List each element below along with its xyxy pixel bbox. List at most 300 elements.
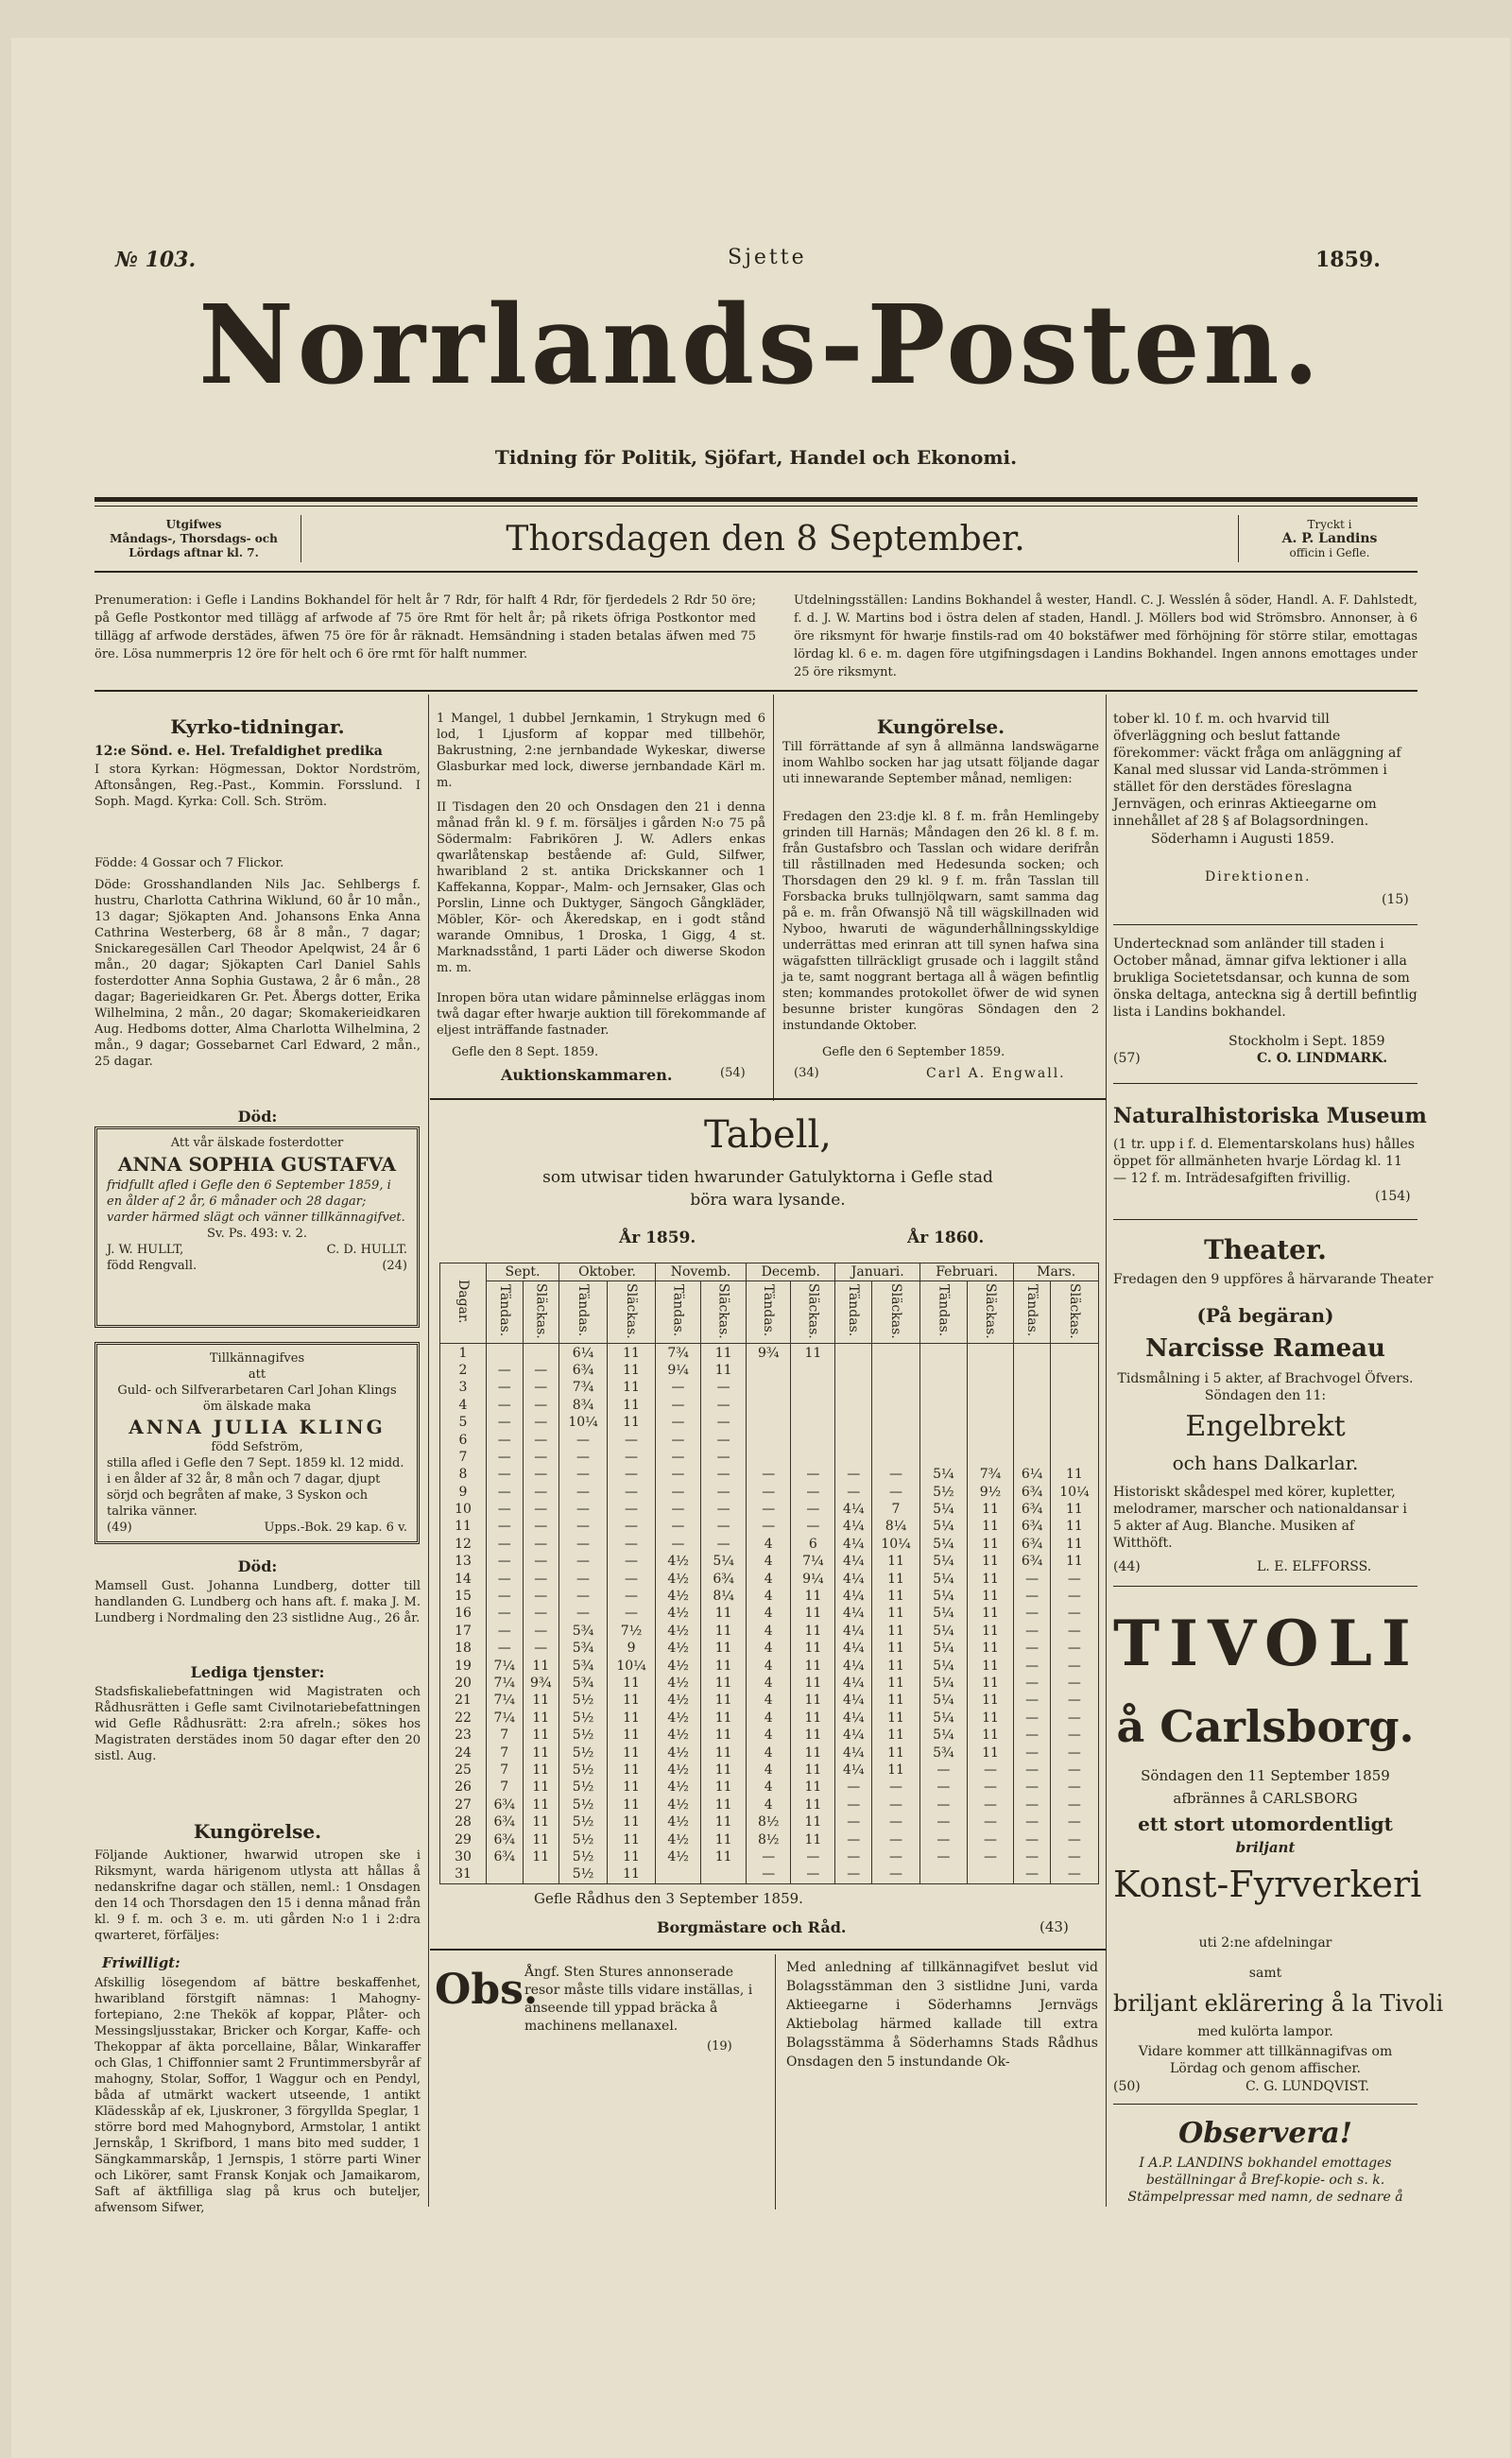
table-row [440, 1449, 1099, 1466]
time-cell: — [747, 1518, 791, 1535]
time-cell: 11 [523, 1831, 559, 1848]
time-cell: 9¾ [747, 1344, 791, 1362]
tivoli-line6: briljant [1235, 1839, 1296, 1856]
time-cell [835, 1379, 872, 1396]
pub-days-line1: Utgifwes [165, 518, 222, 531]
time-cell: — [608, 1588, 656, 1605]
time-cell [872, 1431, 920, 1448]
time-cell: — [1050, 1623, 1098, 1640]
time-cell: 11 [1050, 1501, 1098, 1518]
time-cell: 5¼ [920, 1727, 968, 1744]
time-cell [747, 1397, 791, 1414]
time-cell: 5½ [559, 1865, 608, 1883]
time-cell: 4¼ [835, 1710, 872, 1727]
auction-signature: Auktionskammaren. [501, 1066, 673, 1084]
time-cell: 5¼ [920, 1536, 968, 1553]
time-cell: 4½ [656, 1779, 701, 1796]
light-on-header: Tändas. [656, 1281, 701, 1344]
time-cell: 11 [967, 1570, 1014, 1587]
time-cell: — [1050, 1813, 1098, 1831]
time-cell: 4 [747, 1779, 791, 1796]
time-cell: 5¼ [920, 1588, 968, 1605]
time-cell: — [523, 1379, 559, 1396]
time-cell [872, 1362, 920, 1379]
day-cell: 7 [458, 1449, 468, 1465]
bottom-ads-rule [430, 1949, 1106, 1951]
light-on-header: Tändas. [747, 1281, 791, 1344]
time-cell: 11 [791, 1744, 835, 1761]
time-cell: 5½ [559, 1848, 608, 1865]
month-header: Mars. [1014, 1263, 1099, 1281]
vacancies-text: Stadsfiskaliebefattningen wid Magistraten och Rådhusrätten i Gefle samt Civilnotariebefattningen wid Gefle Rådhusrätt: 2:ra afreln.; sökes hos Magistraten derstädes inom 50 dagar efter den 20 sistl. Aug. [94, 1685, 421, 1763]
time-cell: 11 [872, 1605, 920, 1622]
light-on-header: Tändas. [835, 1281, 872, 1344]
time-cell: — [920, 1813, 968, 1831]
day-cell: 26 [455, 1779, 472, 1796]
time-cell: 5½ [559, 1762, 608, 1779]
time-cell [835, 1362, 872, 1379]
light-on-header: Tändas. [1014, 1281, 1051, 1344]
time-cell: 4½ [656, 1727, 701, 1744]
time-cell: 4¼ [835, 1536, 872, 1553]
time-cell: 11 [701, 1831, 747, 1848]
time-cell [791, 1379, 835, 1396]
info-rule [94, 690, 1418, 692]
time-cell: 7¼ [487, 1675, 524, 1692]
obituary-1-sig1: J. W. HULLT, [107, 1243, 184, 1257]
light-on-header: Tändas. [920, 1281, 968, 1344]
kyrko-text: I stora Kyrkan: Högmessan, Doktor Nordström, Aftonsången, Reg.-Past., Kommin. Forsslund. I Soph. Magd. Kyrka: Coll. Sch. Ström. [94, 763, 421, 809]
time-cell: 11 [791, 1623, 835, 1640]
time-cell [920, 1397, 968, 1414]
time-cell: 11 [1050, 1466, 1098, 1483]
time-cell: — [559, 1588, 608, 1605]
time-cell: — [1014, 1744, 1051, 1761]
time-cell: — [487, 1431, 524, 1448]
printer-line3: officin i Gefle. [1289, 546, 1370, 559]
time-cell: 11 [701, 1796, 747, 1813]
time-cell: — [1014, 1779, 1051, 1796]
time-cell: — [1014, 1710, 1051, 1727]
table-row [440, 1692, 1099, 1709]
time-cell: — [656, 1466, 701, 1483]
day-cell: 21 [455, 1693, 472, 1709]
table-row [440, 1831, 1099, 1848]
vacancies-heading: Lediga tjenster: [190, 1663, 325, 1681]
time-cell: 11 [791, 1762, 835, 1779]
time-cell: — [835, 1796, 872, 1813]
time-cell: — [608, 1466, 656, 1483]
time-cell [1050, 1379, 1098, 1396]
time-cell: — [487, 1379, 524, 1396]
time-cell: — [487, 1570, 524, 1587]
time-cell: — [523, 1623, 559, 1640]
time-cell: 6¾ [1014, 1501, 1051, 1518]
time-cell: — [656, 1379, 701, 1396]
time-cell: — [656, 1397, 701, 1414]
time-cell: 5½ [559, 1779, 608, 1796]
time-cell [872, 1397, 920, 1414]
day-cell: 9 [458, 1484, 468, 1500]
time-cell: 4 [747, 1762, 791, 1779]
time-cell [920, 1362, 968, 1379]
theater-description: Historiskt skådespel med körer, kupletter, melodramer, marscher och nationaldansar i 5 akter af Aug. Blanche. Musiken af Witthöft. [1113, 1485, 1407, 1551]
time-cell: 5½ [559, 1744, 608, 1761]
volume-label: Sjette [728, 246, 807, 269]
time-cell [1050, 1414, 1098, 1431]
day-cell: 6 [458, 1432, 468, 1448]
time-cell: 11 [1050, 1553, 1098, 1570]
time-cell: 5½ [559, 1831, 608, 1848]
time-cell: 11 [1050, 1518, 1098, 1535]
month-header: Januari. [835, 1263, 920, 1281]
time-cell: 4¼ [835, 1640, 872, 1657]
light-off-header: Släckas. [608, 1281, 656, 1344]
time-cell: 11 [967, 1657, 1014, 1674]
voluntary-heading: Friwilligt: [102, 1954, 180, 1971]
time-cell: 11 [872, 1727, 920, 1744]
obituary-1-intro: Att vår älskade fosterdotter [170, 1136, 344, 1150]
table-row [440, 1536, 1099, 1553]
table-row [440, 1640, 1099, 1657]
time-cell: 11 [523, 1657, 559, 1674]
time-cell: 4½ [656, 1675, 701, 1692]
time-cell: 6¾ [1014, 1484, 1051, 1501]
light-off-header: Släckas. [791, 1281, 835, 1344]
time-cell: 11 [791, 1588, 835, 1605]
table-row [440, 1710, 1099, 1727]
time-cell: 4½ [656, 1657, 701, 1674]
table-row [440, 1344, 1099, 1362]
time-cell: — [1050, 1744, 1098, 1761]
time-cell: — [967, 1796, 1014, 1813]
obituary-2-name: ANNA JULIA KLING [129, 1416, 386, 1438]
time-cell: 11 [872, 1657, 920, 1674]
time-cell: 11 [701, 1848, 747, 1865]
time-cell: — [835, 1466, 872, 1483]
light-off-header: Släckas. [523, 1281, 559, 1344]
time-cell: — [487, 1449, 524, 1466]
time-cell: 4 [747, 1727, 791, 1744]
time-cell: 11 [701, 1692, 747, 1709]
time-cell: 4½ [656, 1623, 701, 1640]
time-cell: — [835, 1831, 872, 1848]
time-cell: 11 [523, 1710, 559, 1727]
time-cell: 11 [608, 1727, 656, 1744]
time-cell: 11 [608, 1362, 656, 1379]
time-cell: 7½ [608, 1623, 656, 1640]
time-cell: 5¼ [920, 1710, 968, 1727]
tivoli-date: Söndagen den 11 September 1859 [1141, 1767, 1390, 1784]
time-cell [1014, 1414, 1051, 1431]
table-row [440, 1484, 1099, 1501]
day-cell: 3 [458, 1380, 468, 1396]
time-cell [920, 1414, 968, 1431]
time-cell: — [1050, 1657, 1098, 1674]
light-on-header: Tändas. [559, 1281, 608, 1344]
time-cell: — [1014, 1570, 1051, 1587]
time-cell: 11 [967, 1692, 1014, 1709]
time-cell: — [1050, 1675, 1098, 1692]
table-row [440, 1397, 1099, 1414]
time-cell: 11 [523, 1727, 559, 1744]
month-header: Februari. [920, 1263, 1014, 1281]
table-row [440, 1466, 1099, 1483]
time-cell: — [523, 1570, 559, 1587]
time-cell: 11 [791, 1344, 835, 1362]
time-cell: 5½ [559, 1813, 608, 1831]
time-cell: 11 [872, 1623, 920, 1640]
obituary-1-psalm: Sv. Ps. 493: v. 2. [206, 1227, 308, 1241]
time-cell: — [1050, 1692, 1098, 1709]
year-label: 1859. [1315, 248, 1381, 272]
time-cell: 4¼ [835, 1605, 872, 1622]
canal-text: tober kl. 10 f. m. och hvarvid till öfverläggning och beslut fattande förekommer: väckt fråga om anläggning af Kanal med slussar vid Landa-strömmen i stället för den derstädes föreslagna Jernvägen, och erinras Aktieegarne om innehållet af 28 § af Bolagsordningen. [1113, 712, 1401, 829]
time-cell: — [487, 1518, 524, 1535]
time-cell: 6¼ [559, 1344, 608, 1362]
time-cell: — [747, 1848, 791, 1865]
time-cell: — [791, 1518, 835, 1535]
road-inspection-number: (34) [794, 1066, 819, 1080]
time-cell: — [1050, 1779, 1098, 1796]
time-cell: 5¾ [559, 1640, 608, 1657]
time-cell [835, 1431, 872, 1448]
day-cell: 13 [455, 1554, 472, 1570]
tivoli-line5: ett stort utomordentligt [1138, 1813, 1393, 1835]
day-cell: 10 [455, 1502, 472, 1518]
obituary-2-text: stilla afled i Gefle den 7 Sept. 1859 kl. 12 midd. i en ålder af 32 år, 8 mån och 7 dagar, djupt sörjd och begråten af make, 3 Syskon och talrika vänner. [107, 1456, 404, 1519]
time-cell: 4¼ [835, 1570, 872, 1587]
time-cell [920, 1449, 968, 1466]
time-cell: 11 [791, 1796, 835, 1813]
time-cell: — [701, 1414, 747, 1431]
bolag-text: Med anledning af tillkännagifvet beslut vid Bolagsstämman den 3 sistlidne Juni, varda Aktieegarne i Söderhamns Jernvägs Aktiebolag härmed kallade till extra Bolagsstämma å Söderhamns Stads Rådhus Onsdagen den 5 instundande Ok- [786, 1960, 1098, 2070]
time-cell: 5½ [559, 1692, 608, 1709]
time-cell [920, 1431, 968, 1448]
time-cell: 11 [608, 1813, 656, 1831]
time-cell: — [967, 1762, 1014, 1779]
time-cell: 11 [967, 1623, 1014, 1640]
time-cell: 11 [967, 1727, 1014, 1744]
time-cell: 5¼ [920, 1466, 968, 1483]
obs-text: Ångf. Sten Stures annonserade resor måste tills vidare inställas, i anseende till yppad bräcka å machinens mellanaxel. [524, 1965, 753, 2034]
time-cell: 4 [747, 1796, 791, 1813]
time-cell: 11 [967, 1605, 1014, 1622]
time-cell [835, 1414, 872, 1431]
time-cell [872, 1344, 920, 1362]
time-cell [835, 1449, 872, 1466]
time-cell: 7¾ [559, 1379, 608, 1396]
time-cell: 11 [523, 1744, 559, 1761]
time-cell: — [523, 1414, 559, 1431]
time-cell: 7 [487, 1779, 524, 1796]
theater-heading: Theater. [1204, 1234, 1327, 1265]
time-cell: 6¾ [1014, 1536, 1051, 1553]
time-cell: — [1014, 1640, 1051, 1657]
time-cell: 10¼ [1050, 1484, 1098, 1501]
month-header: Sept. [487, 1263, 559, 1281]
table-date: Gefle Rådhus den 3 September 1859. [534, 1890, 803, 1907]
tivoli-fireworks: Konst-Fyrverkeri [1113, 1864, 1422, 1905]
obituary-2-line2: att [248, 1367, 266, 1382]
time-cell: 11 [967, 1501, 1014, 1518]
printer-line1: Tryckt i [1307, 518, 1352, 531]
time-cell: 11 [701, 1744, 747, 1761]
table-row [440, 1865, 1099, 1883]
time-cell: 4¼ [835, 1553, 872, 1570]
time-cell: — [701, 1501, 747, 1518]
time-cell: 8¼ [872, 1518, 920, 1535]
time-cell: 11 [791, 1831, 835, 1848]
time-cell: 9 [608, 1640, 656, 1657]
dance-date: Stockholm i Sept. 1859 [1228, 1034, 1385, 1049]
time-cell: — [608, 1605, 656, 1622]
time-cell: — [1050, 1796, 1098, 1813]
time-cell [1050, 1397, 1098, 1414]
time-cell [791, 1414, 835, 1431]
time-cell: 6¾ [487, 1848, 524, 1865]
time-cell: — [559, 1570, 608, 1587]
theater-play-2-sub: och hans Dalkarlar. [1172, 1452, 1359, 1474]
time-cell [1014, 1431, 1051, 1448]
col4-rule-2 [1113, 1083, 1418, 1084]
time-cell: — [608, 1518, 656, 1535]
time-cell: 11 [701, 1675, 747, 1692]
time-cell [1050, 1344, 1098, 1362]
time-cell [1050, 1431, 1098, 1448]
time-cell: 4½ [656, 1848, 701, 1865]
time-cell: 11 [967, 1536, 1014, 1553]
time-cell: 4½ [656, 1762, 701, 1779]
time-cell: — [656, 1414, 701, 1431]
time-cell: — [559, 1466, 608, 1483]
time-cell [967, 1344, 1014, 1362]
time-cell: — [1014, 1692, 1051, 1709]
time-cell: 6¼ [1014, 1466, 1051, 1483]
day-cell: 8 [458, 1467, 468, 1483]
time-cell: 11 [967, 1675, 1014, 1692]
light-off-header: Släckas. [872, 1281, 920, 1344]
time-cell: — [1050, 1865, 1098, 1883]
time-cell: — [967, 1813, 1014, 1831]
day-cell: 29 [455, 1831, 472, 1848]
time-cell [872, 1449, 920, 1466]
time-cell: — [791, 1865, 835, 1883]
tivoli-line12: Vidare kommer att tillkännagifvas om Lördag och genom affischer. [1138, 2044, 1393, 2076]
theater-signature: L. E. ELFFORSS. [1257, 1559, 1372, 1574]
time-cell: 11 [701, 1813, 747, 1831]
tivoli-line11: med kulörta lampor. [1197, 2024, 1333, 2039]
day-cell: 24 [455, 1745, 472, 1761]
time-cell: 11 [608, 1414, 656, 1431]
day-cell: 2 [458, 1362, 468, 1378]
road-inspection-signature: Carl A. Engwall. [926, 1066, 1066, 1081]
time-cell: 11 [608, 1831, 656, 1848]
time-cell: 11 [608, 1397, 656, 1414]
time-cell [1050, 1362, 1098, 1379]
time-cell: — [559, 1449, 608, 1466]
time-cell: 8½ [747, 1813, 791, 1831]
time-cell: — [523, 1484, 559, 1501]
time-cell: 11 [872, 1675, 920, 1692]
time-cell: 4¼ [835, 1727, 872, 1744]
time-cell: — [1050, 1570, 1098, 1587]
announcement-heading-1: Kungörelse. [193, 1820, 322, 1843]
time-cell: 4½ [656, 1796, 701, 1813]
time-cell [747, 1379, 791, 1396]
time-cell [791, 1362, 835, 1379]
day-cell: 28 [455, 1814, 472, 1831]
time-cell: — [523, 1431, 559, 1448]
time-cell: — [1050, 1848, 1098, 1865]
time-cell: — [656, 1501, 701, 1518]
time-cell: 5¾ [559, 1675, 608, 1692]
time-cell: 11 [701, 1657, 747, 1674]
time-cell: — [920, 1779, 968, 1796]
table-row [440, 1657, 1099, 1674]
time-cell: 6¾ [1014, 1518, 1051, 1535]
time-cell: 6¾ [1014, 1553, 1051, 1570]
time-cell: — [701, 1397, 747, 1414]
time-cell: 4 [747, 1536, 791, 1553]
time-cell: 11 [701, 1779, 747, 1796]
time-cell: 11 [791, 1675, 835, 1692]
time-cell: 11 [791, 1692, 835, 1709]
table-row [440, 1848, 1099, 1865]
time-cell: 5¼ [920, 1553, 968, 1570]
time-cell: 6¾ [559, 1362, 608, 1379]
light-off-header: Släckas. [1050, 1281, 1098, 1344]
time-cell: 5½ [559, 1796, 608, 1813]
tivoli-number: (50) [1113, 2079, 1141, 2094]
time-cell: 5½ [559, 1710, 608, 1727]
time-cell: 11 [608, 1848, 656, 1865]
announcement-heading-2: Kungörelse. [876, 715, 1005, 738]
time-cell: — [747, 1865, 791, 1883]
time-cell: 4¼ [835, 1588, 872, 1605]
time-cell: 4 [747, 1623, 791, 1640]
auction-items-cont: 1 Mangel, 1 dubbel Jernkamin, 1 Strykugn med 6 lod, 1 Ljusform af koppar med tillbehör, Bakrustning, 2:ne jernbandade Wykeskar, diwerse Glasburkar med lock, diwerse jernbandade Kärl m. m. [437, 712, 765, 790]
time-cell: — [835, 1813, 872, 1831]
time-cell: 11 [701, 1710, 747, 1727]
time-cell: — [747, 1484, 791, 1501]
time-cell: — [1014, 1675, 1051, 1692]
printer-line2: A. P. Landins [1281, 531, 1378, 546]
time-cell: 4½ [656, 1692, 701, 1709]
time-cell: — [487, 1414, 524, 1431]
time-cell [967, 1414, 1014, 1431]
time-cell: 5½ [559, 1727, 608, 1744]
obs-number: (19) [707, 2039, 732, 2054]
time-cell: 4½ [656, 1831, 701, 1848]
time-cell: 11 [701, 1605, 747, 1622]
time-cell: 11 [608, 1865, 656, 1883]
time-cell: 11 [967, 1588, 1014, 1605]
time-cell: — [835, 1865, 872, 1883]
obituary-1-name: ANNA SOPHIA GUSTAFVA [117, 1153, 397, 1176]
time-cell: — [872, 1484, 920, 1501]
time-cell: 8¼ [701, 1588, 747, 1605]
time-cell: 5¼ [920, 1501, 968, 1518]
time-cell: 4¼ [835, 1675, 872, 1692]
time-cell: — [701, 1466, 747, 1483]
day-cell: 15 [455, 1589, 472, 1605]
time-cell: — [608, 1553, 656, 1570]
time-cell: 11 [872, 1710, 920, 1727]
time-cell: 6¾ [487, 1813, 524, 1831]
time-cell: 11 [967, 1710, 1014, 1727]
day-cell: 17 [455, 1623, 472, 1639]
